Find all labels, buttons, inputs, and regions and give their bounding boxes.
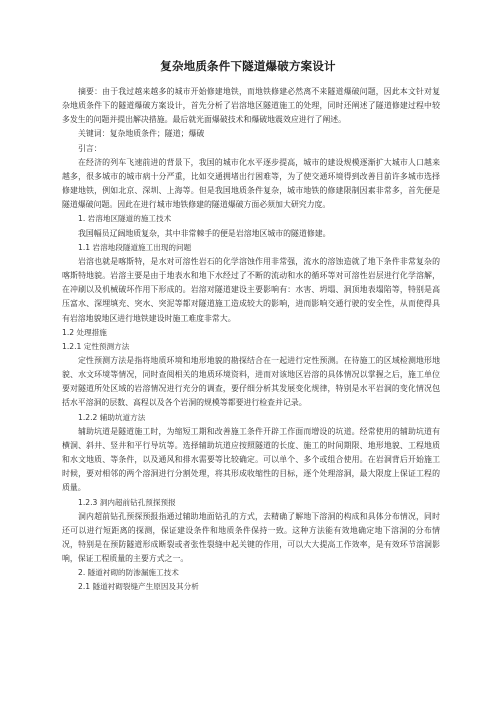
section-1-2-heading: 1.2 处理措施	[62, 327, 107, 337]
document-body	[62, 85, 440, 595]
keywords-line: 关键词：复杂地质条件；隧道；爆破	[78, 129, 205, 139]
abstract-paragraph: 摘要：由于我过越来越多的城市开始修建地铁，而地铁修建必然离不来隧道爆破问题，因此本文针对复杂地质条件下的隧道爆破方案设计，首先分析了岩溶地区隧道施工的处理，同时还阐述了隧道修建过程中较多发生的问题并提出解决措施。最后就光面爆破技术和爆破地震效应进行了阐述。	[62, 87, 440, 125]
document-title: 复杂地质条件下隧道爆破方案设计	[160, 59, 336, 73]
section-1-1-paragraph: 岩溶也就是喀斯特，是水对可溶性岩石的化学溶蚀作用非常强，流水的溶蚀造就了地下条件非常复杂的喀斯特地貌。岩溶主要是由于地表水和地下水经过了不断的流动和水的循环等对可溶性岩层进行化学溶解，在冲刷以及机械破坏作用下形成的。岩溶对隧道建设主要影响有：水害、坍塌、洞顶地表塌陷等，特别是高压富水、深埋填充、突水、突泥等都对隧道施工造成较大的影响，进而影响交通行驶的安全性，从而使得具有岩溶地貌地区进行地铁建设时施工难度非常大。	[62, 256, 440, 323]
section-1-heading: 1. 岩溶地区隧道的施工技术	[78, 214, 172, 224]
section-1-2-3-heading: 1.2.3 洞内超前钻孔预探预报	[78, 497, 176, 507]
intro-paragraph: 在经济的列车飞速前进的背景下，我国的城市化水平逐步提高，城市的建设规模逐渐扩大城市人口越来越多，很多城市的城市病十分严重，比如交通拥堵出行困难等，为了使交通环境得到改善目前许多城市选择修建地铁，例如北京、深圳、上海等。但是我国地质条件复杂，城市地铁的修建限制因素非常多，首先便是隧道爆破问题。因此在进行城市地铁修建的隧道爆破方面必须加大研究力度。	[62, 157, 440, 210]
section-2-1-heading: 2.1 隧道衬砌裂缝产生原因及其分析	[78, 582, 199, 592]
section-1-2-2-paragraph: 辅助坑道是隧道施工时，为缩短工期和改善施工条件开辟工作面而增设的坑道。经常使用的辅助坑道有横洞、斜井、竖井和平行导坑等。选择辅助坑道应按照隧道的长度、施工的时间期限、地形地貌、工程地质和水文地质、等条件，以及通风和排水需要等比较确定。可以单个、多个或组合使用。在岩洞背后开始施工时候，要对相邻的两个溶洞进行分割处理，将其形成收缩性的目标，逐个处理溶洞，最大限度上保证工程的质量。	[62, 426, 440, 493]
intro-heading: 引言：	[78, 143, 102, 153]
section-2-heading: 2. 隧道衬砌的防渗漏施工技术	[78, 568, 179, 578]
section-1-1-heading: 1.1 岩溶地段隧道施工出现的问题	[78, 242, 192, 252]
section-1-2-1-paragraph: 定性预测方法是指将地质环境和地形地貌的勘探结合在一起进行定性预测。在待施工的区域检测地形地貌、水文环境等情况，同时查阅相关的地质环境资料，进而对该地区岩溶的具体情况以掌握之后，施工单位要对隧道所处区域的岩溶情况进行充分的调查，要仔细分析其发展变化规律，特别是水平岩洞的变化情况包括水平溶洞的层数、高程以及各个岩洞的规模等都要进行检查并记录。	[62, 355, 440, 408]
section-1-paragraph: 我国幅员辽阔地质复杂，其中非常棘手的便是岩溶地区城市的隧道修建。	[78, 228, 331, 238]
section-1-2-3-paragraph: 洞内超前钻孔预探预报指通过辅助地面钻孔的方式，去精确了解地下溶洞的构成和具体分布情况，同时还可以进行短距离的探测，保证建设条件和地质条件保持一致。这种方法能有效地确定地下溶洞的分布情况，特别是在预防隧道形成断裂或者张性裂缝中起关键的作用，可以大大提高工作效率，是有效环节溶洞影响，保证工程质量的主要方式之一。	[62, 511, 440, 564]
section-1-2-1-heading: 1.2.1 定性预测方法	[62, 341, 130, 351]
section-1-2-2-heading: 1.2.2 辅助坑道方法	[78, 412, 146, 422]
